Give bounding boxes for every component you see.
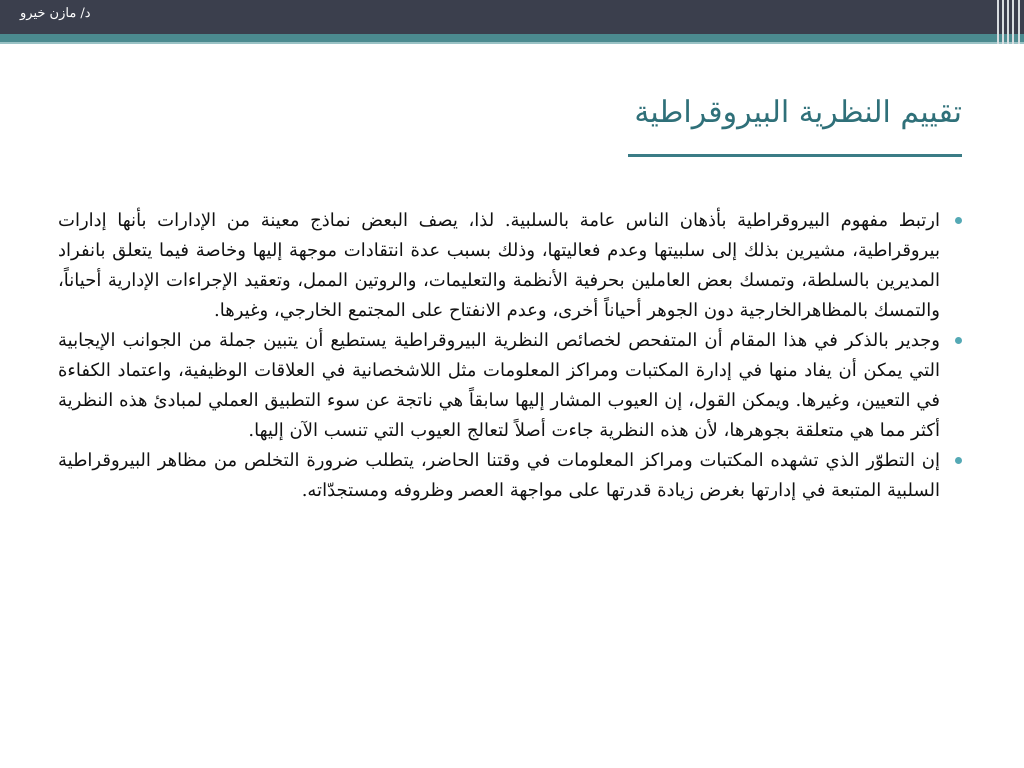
bullet-item bbox=[58, 446, 962, 506]
bullet-text: إن التطوّر الذي تشهده المكتبات ومراكز المعلومات في وقتنا الحاضر، يتطلب ضرورة التخلص من مظاهر البيروقراطية السلبية المتبعة في إدارتها بغرض زيادة قدرتها على مواجهة العصر وظروفه ومستجدّاته. bbox=[58, 450, 940, 501]
bullet-dot-icon bbox=[955, 337, 962, 344]
bullet-dot-icon bbox=[955, 217, 962, 224]
bullet-text: وجدير بالذكر في هذا المقام أن المتفحص لخصائص النظرية البيروقراطية يستطيع أن يتبين جملة من الجوانب الإيجابية التي يمكن أن يفاد منها في إدارة المكتبات ومراكز المعلومات مثل اللاشخصانية في العلاقات الوظيفية، واعتماد الكفاءة في التعيين، وغيرها. ويمكن القول، إن العيوب المشار إليها سابقاً هي ناتجة عن سوء التطبيق العملي لمبادئ هذه النظرية أكثر مما هي متعلقة بجوهرها، لأن هذه النظرية جاءت أصلاً لتعالج العيوب التي تنسب الآن إليها. bbox=[58, 330, 940, 441]
title-underline bbox=[628, 154, 962, 157]
teal-accent-band bbox=[0, 34, 1024, 42]
decorative-stripe bbox=[997, 0, 999, 44]
slide-top-bar bbox=[0, 0, 1024, 34]
decorative-stripes bbox=[990, 0, 1024, 44]
teal-accent-line bbox=[0, 42, 1024, 44]
bullet-item bbox=[58, 206, 962, 326]
author-header: د/ مازن خيرو bbox=[20, 6, 91, 21]
decorative-stripe bbox=[1002, 0, 1004, 44]
decorative-stripe bbox=[1007, 0, 1009, 44]
decorative-stripe bbox=[1012, 0, 1014, 44]
bullet-item bbox=[58, 326, 962, 446]
slide-content bbox=[58, 206, 962, 734]
bullet-dot-icon bbox=[955, 457, 962, 464]
bullet-text: ارتبط مفهوم البيروقراطية بأذهان الناس عامة بالسلبية. لذا، يصف البعض نماذج معينة من الإدارات بأنها إدارات بيروقراطية، مشيرين بذلك إلى سلبيتها وعدم فعاليتها، وذلك بسبب عدة انتقادات موجهة إليها وخاصة فيما يتعلق بانفراد المديرين بالسلطة، وتمسك بعض العاملين بحرفية الأنظمة والتعليمات، والروتين الممل، وتعقيد الإجراءات الإدارية أحياناً، والتمسك بالمظاهرالخارجية دون الجوهر أحياناً أخرى، وعدم الانفتاح على المجتمع الخارجي، وغيرها. bbox=[58, 210, 940, 321]
decorative-stripe bbox=[1018, 0, 1020, 44]
bullet-list bbox=[58, 206, 962, 506]
slide-title: تقييم النظرية البيروقراطية bbox=[634, 95, 962, 130]
